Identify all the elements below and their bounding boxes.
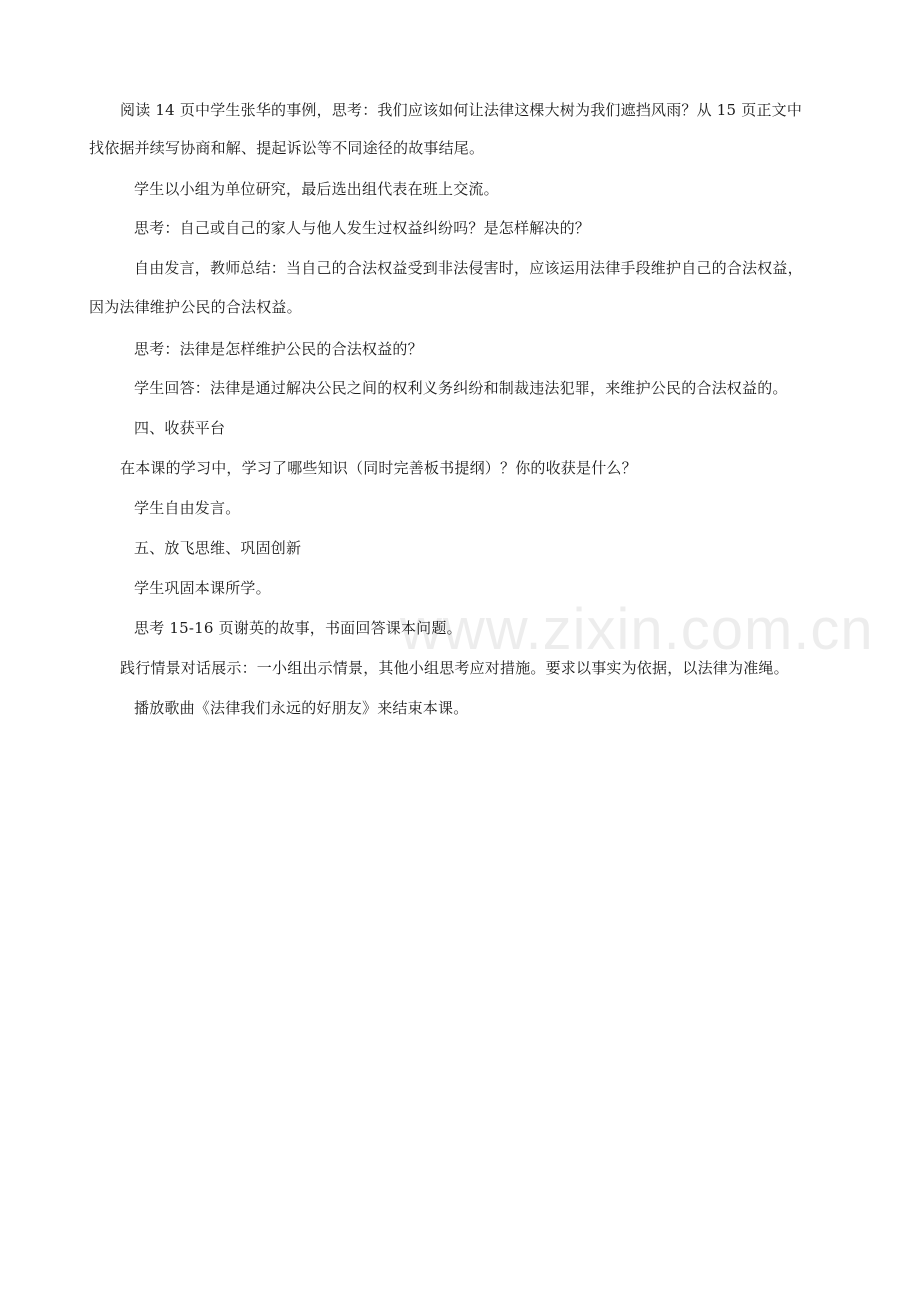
paragraph-line-3: 学生以小组为单位研究，最后选出组代表在班上交流。	[134, 180, 499, 198]
paragraph-line-10: 在本课的学习中，学习了哪些知识（同时完善板书提纲）？你的收获是什么？	[120, 459, 637, 477]
section-heading-harvest: 四、收获平台	[134, 419, 226, 437]
paragraph-line-11: 学生自由发言。	[134, 499, 241, 517]
paragraph-line-15: 践行情景对话展示：一小组出示情景，其他小组思考应对措施。要求以事实为依据，以法律为准绳。	[120, 659, 789, 677]
paragraph-line-5: 自由发言，教师总结：当自己的合法权益受到非法侵害时，应该运用法律手段维护自己的合法权益，	[134, 259, 803, 277]
paragraph-line-6: 因为法律维护公民的合法权益。	[89, 298, 302, 316]
paragraph-line-13: 学生巩固本课所学。	[134, 579, 271, 597]
paragraph-line-16: 播放歌曲《法律我们永远的好朋友》来结束本课。	[134, 699, 469, 717]
paragraph-line-4: 思考：自己或自己的家人与他人发生过权益纠纷吗？是怎样解决的？	[134, 219, 591, 237]
watermark: www.zixin.com.cn	[400, 597, 874, 662]
section-heading-innovation: 五、放飞思维、巩固创新	[134, 539, 302, 557]
paragraph-line-1: 阅读 14 页中学生张华的事例，思考：我们应该如何让法律这棵大树为我们遮挡风雨？从 15 页正文中	[120, 101, 803, 119]
paragraph-line-14: 思考 15-16 页谢英的故事，书面回答课本问题。	[134, 619, 462, 637]
paragraph-line-7: 思考：法律是怎样维护公民的合法权益的？	[134, 340, 423, 358]
paragraph-line-8: 学生回答：法律是通过解决公民之间的权利义务纠纷和制裁违法犯罪，来维护公民的合法权益的。	[134, 379, 788, 397]
paragraph-line-2: 找依据并续写协商和解、提起诉讼等不同途径的故事结尾。	[89, 139, 485, 157]
